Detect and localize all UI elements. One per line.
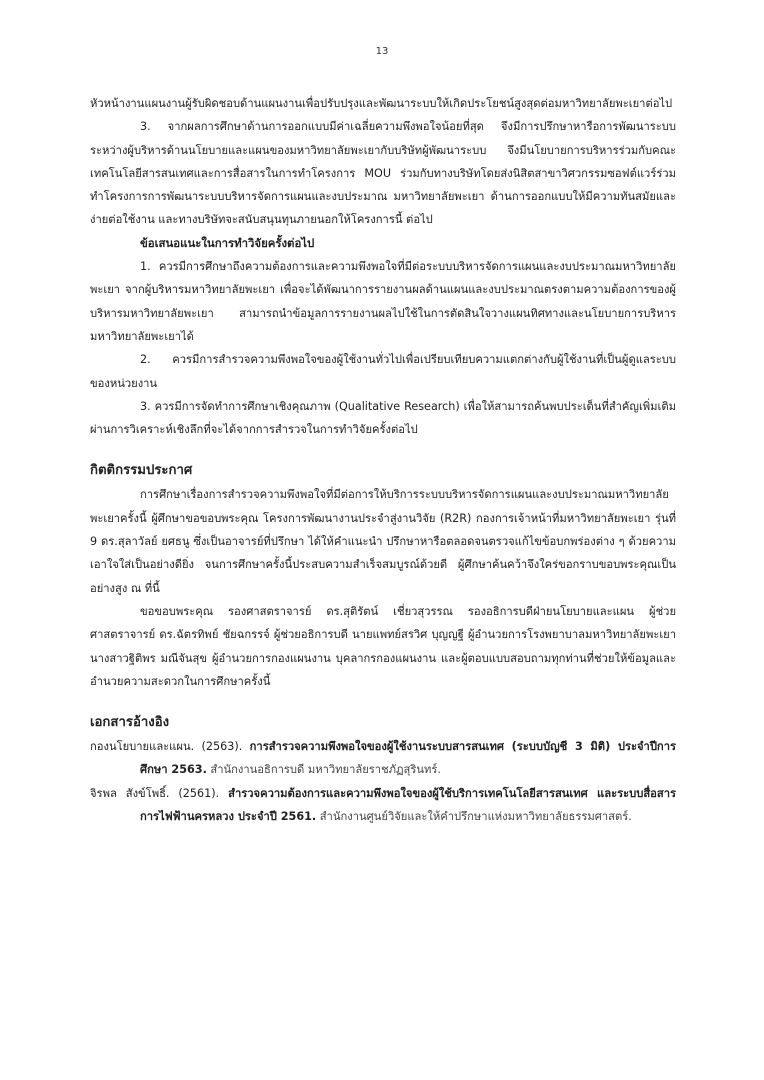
acknowledgement-heading: กิตติกรรมประกาศ [90, 463, 193, 479]
suggestion-item-3: 3. ควรมีการจัดทำการศึกษาเชิงคุณภาพ (Qualitative Research) เพื่อให้สามารถค้นพบประเด็นที่สำคัญเพิ่มเติมผ่านการวิเคราะห์เชิงลึกที่จะได้จากการสำรวจในการทำวิจัยครั้งต่อไป [90, 399, 676, 437]
finding-paragraph-3: 3. จากผลการศึกษาด้านการออกแบบมีค่าเฉลี่ยความพึงพอใจน้อยที่สุด จึงมีการปรึกษาหารือการพัฒนาระบบระหว่างผู้บริหารด้านนโยบายและแผนของมหาวิทยาลัยพะเยากับบริษัทผู้พัฒนาระบบ จึงมีนโยบายการบริหารร่วมกับคณะเทคโนโลยีสารสนเทศและการสื่อสารในการทำโครงการ MOU ร่วมกับทางบริษัทโดยส่งนิสิตสาขาวิศวกรรมซอฟต์แวร์ร่วมทำโครงการการพัฒนาระบบบริหารจัดการแผนและงบประมาณ มหาวิทยาลัยพะเยา ด้านการออกแบบให้มีความทันสมัยและง่ายต่อใช้งาน และทางบริษัทจะสนับสนุนทุนภายนอกให้โครงการนี้ ต่อไป [90, 120, 676, 227]
reference-item [90, 782, 676, 829]
reference-publisher: สำนักงานอธิการบดี มหาวิทยาลัยราชภัฏสุรินทร์. [206, 763, 441, 777]
reference-title: สำรวจความต้องการและความพึงพอใจของผู้ใช้บริการเทคโนโลยีสารสนเทศ และระบบสื่อสาร การไฟฟ้านครหลวง ประจำปี 2561. [140, 786, 676, 824]
suggestion-item-1: 1. ควรมีการศึกษาถึงความต้องการและความพึงพอใจที่มีต่อระบบบริหารจัดการแผนและงบประมาณมหาวิทยาลัยพะเยา จากผู้บริหารมหาวิทยาลัยพะเยา เพื่อจะได้พัฒนาการรายงานผลด้านแผนและงบประมาณตรงตามความต้องการของผู้บริหารมหาวิทยาลัยพะเยา สามารถนำข้อมูลการรายงานผลไปใช้ในการตัดสินใจวางแผนทิศทางและนโยบายการบริหารมหาวิทยาลัยพะเยาได้ [90, 260, 676, 343]
intro-continuation: หัวหน้างานแผนงานผู้รับผิดชอบด้านแผนงานเพื่อปรับปรุงและพัฒนาระบบให้เกิดประโยชน์สูงสุดต่อมหาวิทยาลัยพะเยาต่อไป [90, 97, 673, 110]
acknowledgement-paragraph-1: การศึกษาเรื่องการสำรวจความพึงพอใจที่มีต่อการให้บริการระบบบริหารจัดการแผนและงบประมาณมหาวิทยาลัยพะเยาครั้งนี้ ผู้ศึกษาขอขอบพระคุณ โครงการพัฒนางานประจำสู่งานวิจัย (R2R) กองการเจ้าหน้าที่มหาวิทยาลัยพะเยา รุ่นที่ 9 ดร.สุลาวัลย์ ยศธนู ซึ่งเป็นอาจารย์ที่ปรึกษา ได้ให้คำแนะนำ ปรึกษาหารือตลอดจนตรวจแก้ไขข้อบกพร่องต่าง ๆ ด้วยความเอาใจใส่เป็นอย่างดียิ่ง จนการศึกษาครั้งนี้ประสบความสำเร็จสมบูรณ์ด้วยดี ผู้ศึกษาค้นคว้าจึงใคร่ขอกราบขอบพระคุณเป็นอย่างสูง ณ ที่นี้ [90, 488, 676, 595]
acknowledgement-paragraph-2: ขอขอบพระคุณ รองศาสตราจารย์ ดร.สุติรัตน์ เชี่ยวสุวรรณ รองอธิการบดีฝ่ายนโยบายและแผน ผู้ช่วยศาสตราจารย์ ดร.ฉัตรทิพย์ ชัยฉกรรจ์ ผู้ช่วยอธิการบดี นายแพทย์สรวิศ บุญญฐี ผู้อำนวยการโรงพยาบาลมหาวิทยาลัยพะเยา นางสาวฐิติพร มณีจันสุข ผู้อำนวยการกองแผนงาน บุคลากรกองแผนงาน และผู้ตอบแบบสอบถามทุกท่านที่ช่วยให้ข้อมูลและอำนวยความสะดวกในการศึกษาครั้งนี้ [90, 604, 676, 688]
page-number: 13 [375, 46, 389, 57]
reference-publisher: สำนักงานศูนย์วิจัยและให้คำปรึกษาแห่งมหาวิทยาลัยธรรมศาสตร์. [316, 810, 632, 824]
page-body [90, 92, 676, 828]
reference-item [90, 735, 676, 782]
suggestions-heading: ข้อเสนอแนะในการทำวิจัยครั้งต่อไป [140, 235, 315, 250]
suggestion-item-2: 2. ควรมีการสำรวจความพึงพอใจของผู้ใช้งานทั่วไปเพื่อเปรียบเทียบความแตกต่างกับผู้ใช้งานที่เป็นผู้ดูแลระบบของหน่วยงาน [90, 353, 676, 390]
reference-title: การสำรวจความพึงพอใจของผู้ใช้งานระบบสารสนเทศ (ระบบบัญชี 3 มิติ) ประจำปีการศึกษา 2563. [140, 740, 676, 777]
references-heading: เอกสารอ้างอิง [90, 715, 170, 731]
reference-authors: จิรพล สังข์โพธิ์. (2561). [90, 786, 229, 800]
reference-authors: กองนโยบายและแผน. (2563). [90, 740, 250, 754]
